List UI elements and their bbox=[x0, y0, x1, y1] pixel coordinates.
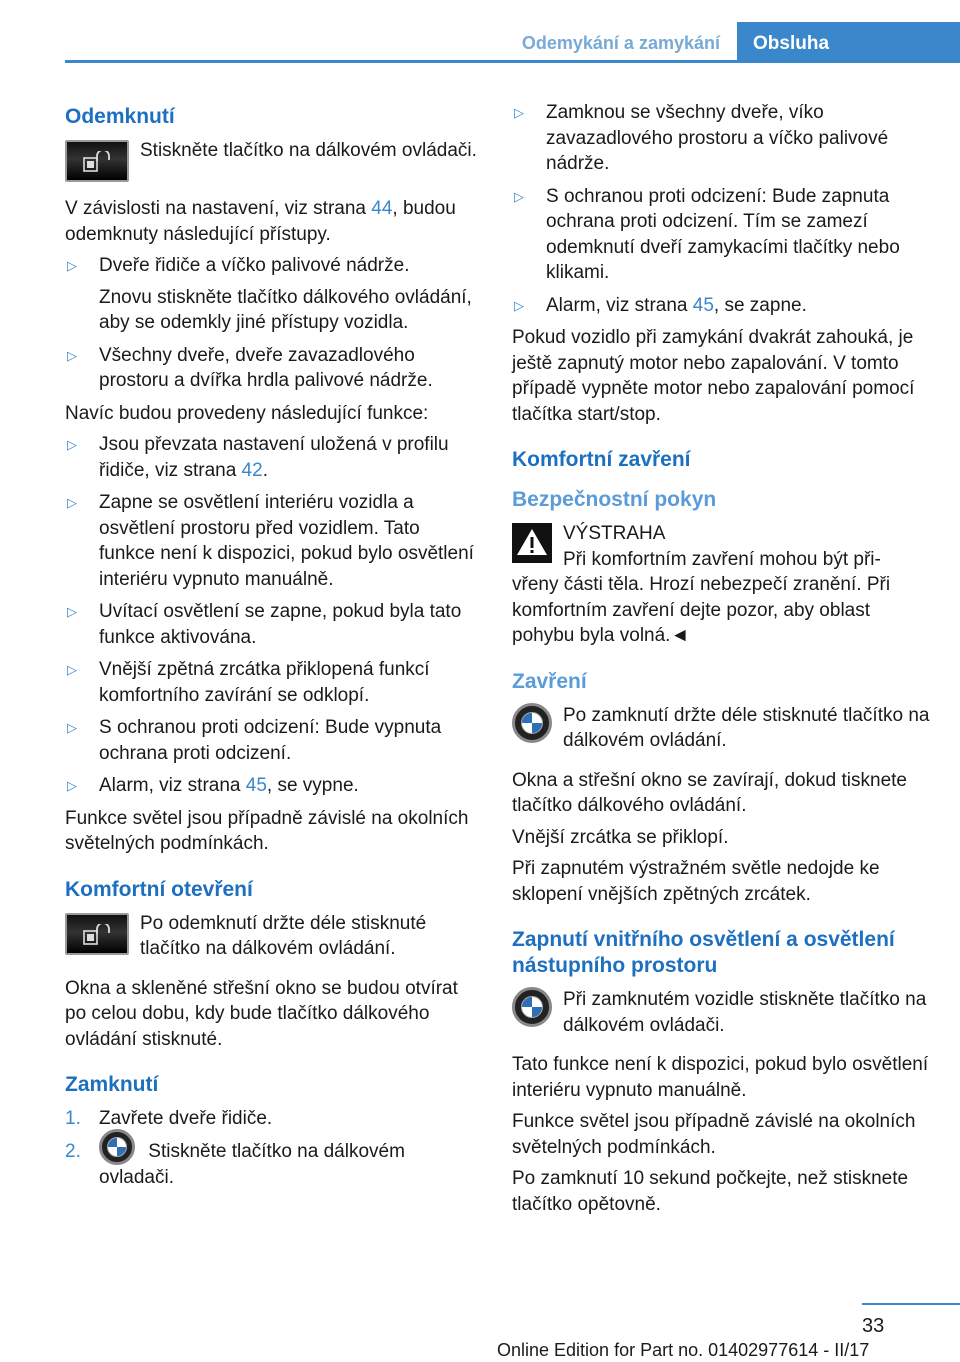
bmw-key-icon bbox=[99, 1129, 135, 1165]
interior-text-3: Po zamknutí 10 sekund počkejte, než stisknete tlačítko opětovně. bbox=[512, 1168, 909, 1215]
warning-triangle-icon bbox=[512, 523, 552, 563]
page-number: 33 bbox=[862, 1315, 885, 1337]
interior-instruction bbox=[512, 987, 932, 1038]
list-triangle-icon: ▷ bbox=[514, 297, 524, 313]
list-triangle-icon: ▷ bbox=[67, 437, 77, 452]
list-triangle-icon: ▷ bbox=[514, 188, 524, 204]
unlock-instruction bbox=[65, 138, 477, 182]
functions-intro: Navíc budou provedeny následující funkce: bbox=[65, 402, 429, 424]
warning-text-first: Při komfortním zavření mohou být při- bbox=[563, 548, 881, 570]
unlock-button-icon bbox=[65, 913, 129, 955]
left-column bbox=[65, 100, 477, 1197]
edition-line: Online Edition for Part no. 01402977614 - II/17 bbox=[497, 1340, 870, 1360]
list-triangle-icon: ▷ bbox=[67, 720, 77, 735]
list-item: ▷ Alarm, viz strana 45, se vypne. bbox=[65, 773, 477, 799]
page-link-45[interactable]: 45 bbox=[692, 294, 714, 316]
comfort-open-instruction bbox=[65, 911, 477, 962]
heading-safety: Bezpečnostní pokyn bbox=[512, 488, 717, 511]
lock-steps bbox=[65, 1106, 477, 1190]
list-item: 1. Zavřete dveře řidiče. bbox=[65, 1106, 477, 1132]
functions-note: Funkce světel jsou případně závislé na okolních světelných podmínkách. bbox=[65, 807, 469, 854]
unlock-list bbox=[65, 253, 477, 394]
unlock-settings: V závislosti na nastavení, viz strana 44, budou odemknuty následující přístupy. bbox=[65, 198, 456, 245]
bmw-key-icon bbox=[512, 987, 552, 1027]
step-number: 2. bbox=[65, 1140, 81, 1162]
list-triangle-icon: ▷ bbox=[67, 604, 77, 619]
step-number: 1. bbox=[65, 1108, 81, 1129]
header-chapter-tab: Obsluha bbox=[737, 22, 960, 63]
list-item: ▷ S ochranou proti odcizení: Bude zapnuta ochrana proti odcizení. Tím se zamezí odemknutí dveří zamykacími tlačítky nebo klikami. bbox=[514, 185, 900, 283]
list-triangle-icon: ▷ bbox=[67, 662, 77, 677]
close-text-1: Okna a střešní okno se zavírají, dokud tisknete tlačítko dálkového ovládání. bbox=[512, 769, 907, 816]
lock-list bbox=[512, 100, 932, 318]
heading-comfort-open: Komfortní otevření bbox=[65, 877, 253, 901]
list-item: ▷ Zapne se osvětlení interiéru vozidla a osvětlení prostoru před vozidlem. Tato funkce není k dispozici, pokud bylo osvětlení interiéru vypnuto manuálně. bbox=[67, 492, 474, 590]
list-item: ▷ Jsou převzata nastavení uložená v profilu řidiče, viz strana 42. bbox=[67, 434, 449, 481]
list-item: ▷ Vnější zpětná zrcátka přiklopená funkcí komfortního zavírání se odklopí. bbox=[67, 659, 430, 706]
close-intro: Po zamknutí držte déle stisknuté tlačítko na dálkovém ovládání. bbox=[563, 704, 930, 751]
header-rule bbox=[65, 60, 960, 63]
heading-interior-light: Zapnutí vnitřního osvětlení a osvětlení nástupního prostoru bbox=[512, 928, 895, 977]
list-triangle-icon: ▷ bbox=[67, 347, 77, 363]
list-triangle-icon: ▷ bbox=[67, 778, 77, 793]
unlock-intro: Stiskněte tlačítko na dálkovém ovládači. bbox=[140, 140, 477, 161]
page-link-45[interactable]: 45 bbox=[245, 775, 267, 796]
warning-block bbox=[512, 521, 932, 572]
close-text-2: Vnější zrcátka se přiklopí. bbox=[512, 826, 729, 848]
list-triangle-icon: ▷ bbox=[67, 495, 77, 510]
interior-text-1: Tato funkce není k dispozici, pokud bylo osvětlení interiéru vypnuto manuálně. bbox=[512, 1054, 929, 1101]
close-text-3: Při zapnutém výstražném světle nedojde ke sklopení vnějších zpětných zrcátek. bbox=[512, 858, 880, 905]
right-column bbox=[512, 100, 932, 1223]
heading-lock: Zamknutí bbox=[65, 1073, 159, 1096]
comfort-open-intro: Po odemknutí držte déle stisknuté tlačítko na dálkovém ovládání. bbox=[140, 912, 427, 959]
unlock-button-icon bbox=[65, 140, 129, 182]
comfort-open-text: Okna a skleněné střešní okno se budou otvírat po celou dobu, kdy bude tlačítko dálkového ovládání stisknuté. bbox=[65, 977, 458, 1050]
list-item: 2. Stiskněte tlačítko na dálkovém ovladači. bbox=[65, 1139, 477, 1191]
page-link-44[interactable]: 44 bbox=[371, 198, 393, 219]
interior-intro: Při zamknutém vozidle stiskněte tlačítko na dálkovém ovládači. bbox=[563, 989, 927, 1036]
list-item: ▷ Uvítací osvětlení se zapne, pokud byla tato funkce aktivována. bbox=[67, 601, 462, 648]
warning-text: vřeny části těla. Hrozí nebezpečí zranění. Při komfortním zavření dejte pozor, aby oblast pohybu byla volná.◄ bbox=[512, 574, 891, 646]
bmw-key-icon bbox=[512, 703, 552, 743]
list-item: ▷ Zamknou se všechny dveře, víko zavazadlového prostoru a víčko palivové nádrže. bbox=[514, 102, 889, 174]
interior-text-2: Funkce světel jsou případně závislé na okolních světelných podmínkách. bbox=[512, 1111, 916, 1158]
list-item-extra: Znovu stiskněte tlačítko dálkového ovládání, aby se odemkly jiné přístupy vozidla. bbox=[99, 286, 472, 333]
list-item: ▷ S ochranou proti odcizení: Bude vypnuta ochrana proti odcizení. bbox=[67, 717, 442, 764]
heading-close: Zavření bbox=[512, 669, 587, 693]
list-item: ▷ Všechny dveře, dveře zavazadlového prostoru a dvířka hrdla palivové nádrže. bbox=[67, 344, 433, 391]
list-item: ▷ Alarm, viz strana 45, se zapne. bbox=[512, 293, 932, 319]
warning-label: VÝSTRAHA bbox=[563, 523, 666, 544]
heading-unlock: Odemknutí bbox=[65, 105, 175, 128]
list-item: ▷ Dveře řidiče a víčko palivové nádrže. Znovu stiskněte tlačítko dálkového ovládání, aby se odemkly jiné přístupy vozidla. bbox=[65, 253, 477, 336]
lock-note: Pokud vozidlo při zamykání dvakrát zahouká, je ještě zapnutý motor nebo zapalování. V tomto případě vypněte motor nebo zapalování pomocí tlačítka start/stop. bbox=[512, 327, 915, 425]
page-link-42[interactable]: 42 bbox=[241, 459, 263, 481]
functions-list bbox=[65, 432, 477, 799]
list-triangle-icon: ▷ bbox=[67, 258, 77, 273]
list-triangle-icon: ▷ bbox=[514, 105, 524, 120]
close-instruction bbox=[512, 703, 932, 754]
heading-comfort-close: Komfortní zavření bbox=[512, 448, 691, 471]
header-section-title: Odemykání a zamykání bbox=[521, 33, 720, 53]
footer-rule bbox=[862, 1303, 960, 1305]
